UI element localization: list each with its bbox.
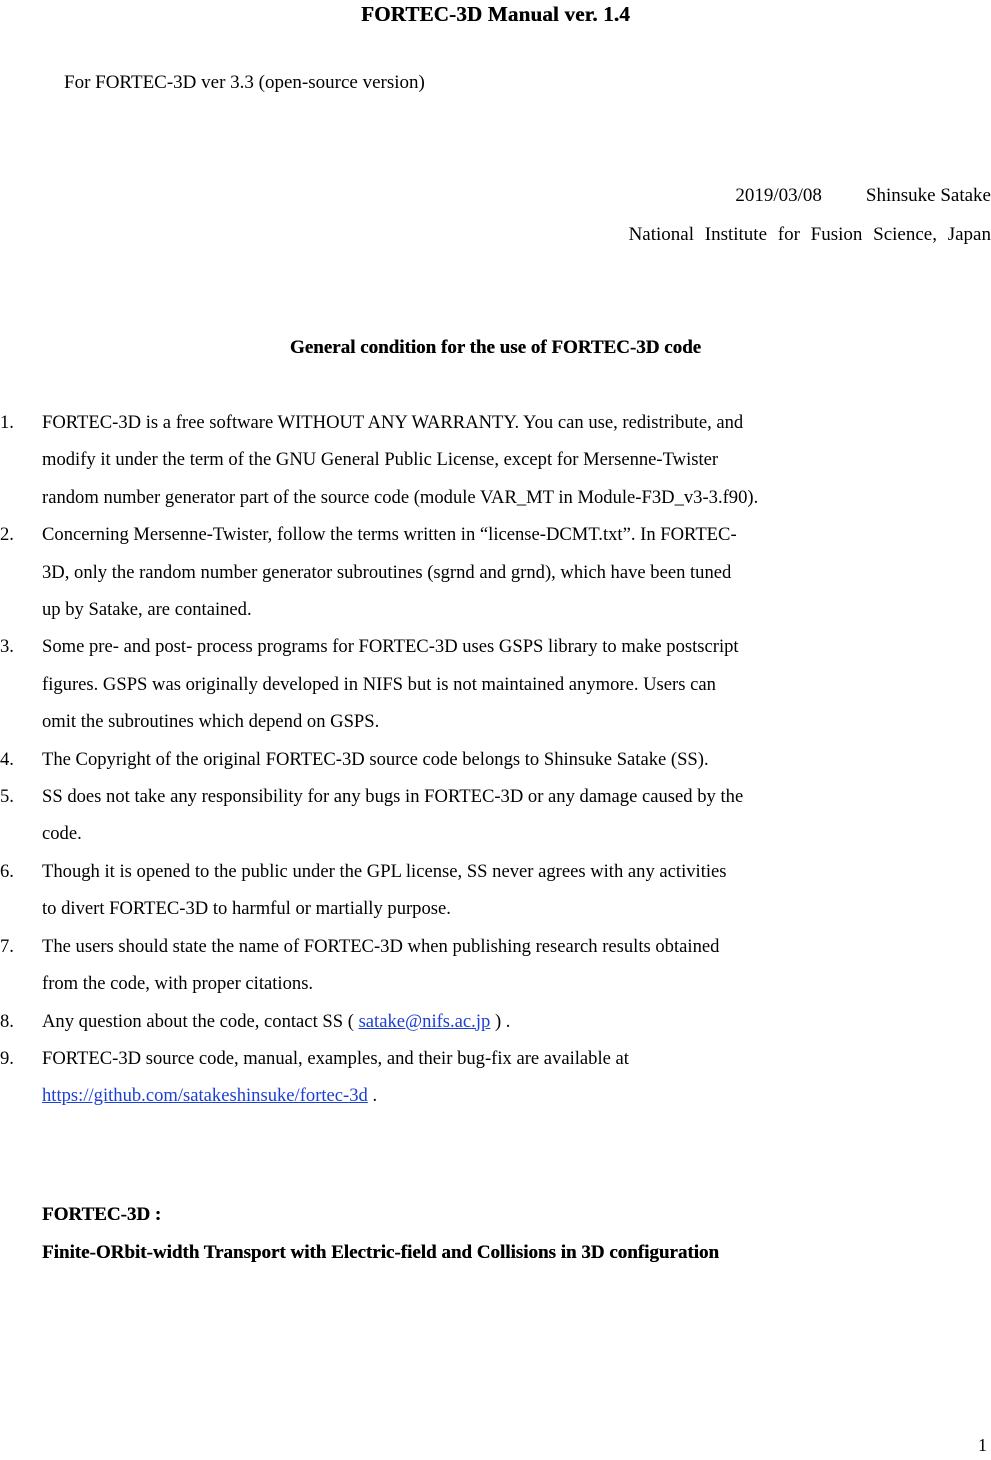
condition-item-8 (0, 1003, 991, 1040)
contact-suffix: ) . (490, 1010, 511, 1032)
list-number: 7. (0, 935, 14, 957)
document-date: 2019/03/08 (735, 185, 822, 206)
code-name: FORTEC-3D : (42, 1204, 162, 1225)
list-number: 5. (0, 786, 14, 808)
list-number: 4. (0, 748, 14, 770)
condition-line: code. (42, 823, 82, 845)
condition-item-9 (0, 1040, 991, 1115)
condition-item-1 (0, 404, 991, 516)
condition-line: The users should state the name of FORTEC-3D when publishing research results obtained (42, 935, 720, 957)
code-expansion: Finite-ORbit-width Transport with Electric-field and Collisions in 3D configuration (42, 1242, 719, 1263)
condition-line: figures. GSPS was originally developed in NIFS but is not maintained anymore. Users can (42, 673, 716, 695)
document-title: FORTEC-3D Manual ver. 1.4 (361, 2, 630, 26)
condition-line (42, 1003, 991, 1040)
list-number: 2. (0, 524, 14, 546)
section-heading: General condition for the use of FORTEC-3D code (289, 337, 702, 358)
condition-line: to divert FORTEC-3D to harmful or martially purpose. (42, 898, 451, 920)
condition-line: Concerning Mersenne-Twister, follow the terms written in “license-DCMT.txt”. In FORTEC- (42, 524, 737, 546)
document-subtitle: For FORTEC-3D ver 3.3 (open-source version) (64, 72, 425, 93)
condition-line (42, 1077, 991, 1114)
page-number: 1 (978, 1435, 987, 1455)
author-affiliation: National Institute for Fusion Science, Japan (628, 224, 991, 245)
condition-line: from the code, with proper citations. (42, 973, 314, 995)
list-number: 6. (0, 860, 14, 882)
list-number: 8. (0, 1010, 14, 1032)
condition-line: modify it under the term of the GNU General Public License, except for Mersenne-Twister (42, 449, 719, 471)
list-number: 1. (0, 412, 14, 433)
condition-item-2 (0, 516, 991, 628)
condition-item-7 (0, 928, 991, 1003)
condition-line: The Copyright of the original FORTEC-3D source code belongs to Shinsuke Satake (SS). (42, 748, 709, 770)
condition-line: Some pre- and post- process programs for FORTEC-3D uses GSPS library to make postscript (42, 636, 739, 658)
condition-item-5 (0, 778, 991, 853)
condition-line: FORTEC-3D source code, manual, examples, and their bug-fix are available at (42, 1047, 629, 1069)
availability-suffix: . (367, 1085, 378, 1107)
condition-item-3 (0, 628, 991, 740)
condition-item-4 (0, 741, 991, 778)
date-author-line (735, 185, 991, 207)
condition-line: SS does not take any responsibility for any bugs in FORTEC-3D or any damage caused by the (42, 786, 744, 808)
code-title-block (42, 1196, 719, 1272)
condition-item-6 (0, 853, 991, 928)
contact-email-link[interactable]: satake@nifs.ac.jp (358, 1010, 491, 1032)
github-repo-link[interactable]: https://github.com/satakeshinsuke/fortec-3d (42, 1085, 368, 1107)
list-number: 3. (0, 636, 14, 658)
document-author: Shinsuke Satake (865, 185, 991, 206)
list-number: 9. (0, 1047, 14, 1069)
condition-line: FORTEC-3D is a free software WITHOUT ANY WARRANTY. You can use, redistribute, and (42, 412, 744, 433)
condition-line: random number generator part of the source code (module VAR_MT in Module-F3D_v3-3.f90). (42, 486, 759, 508)
contact-prefix: Any question about the code, contact SS ( (42, 1010, 359, 1032)
condition-line: omit the subroutines which depend on GSPS. (42, 711, 380, 733)
condition-line: up by Satake, are contained. (42, 599, 252, 621)
condition-line: Though it is opened to the public under the GPL license, SS never agrees with any activities (42, 860, 727, 882)
condition-line: 3D, only the random number generator subroutines (sgrnd and grnd), which have been tuned (42, 561, 732, 583)
conditions-list (0, 404, 991, 1115)
